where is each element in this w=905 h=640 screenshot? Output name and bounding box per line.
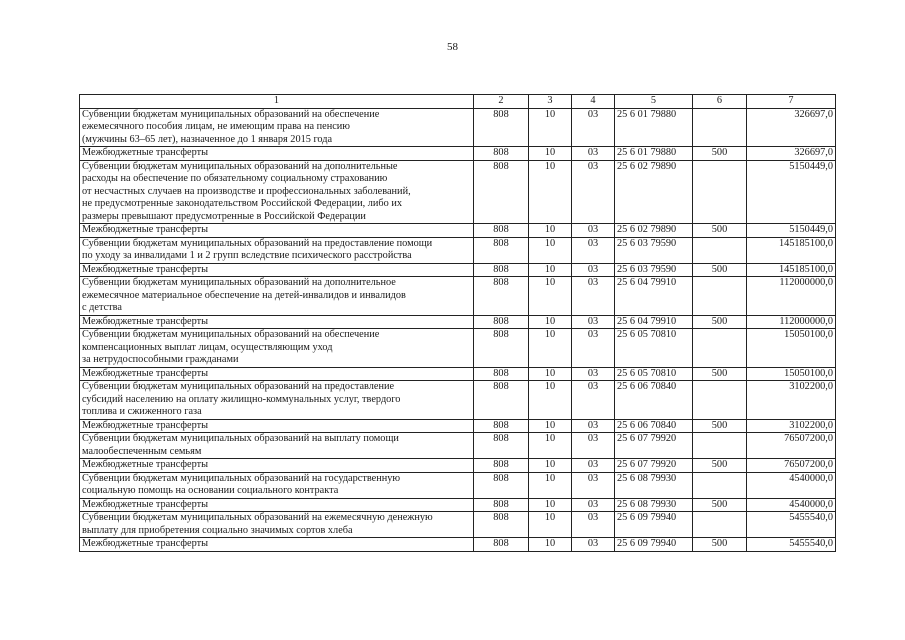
amount: 5150449,0: [747, 224, 836, 238]
item-name: Межбюджетные трансферты: [80, 224, 474, 238]
code-ministry: 808: [474, 160, 529, 224]
column-header: 1: [80, 95, 474, 109]
code-expense-type: [693, 472, 747, 498]
code-expense-type: 500: [693, 459, 747, 473]
page-number: 58: [447, 41, 458, 53]
code-section: 10: [529, 160, 572, 224]
code-expense-type: [693, 512, 747, 538]
table-row: [80, 381, 836, 420]
amount: 326697,0: [747, 108, 836, 147]
code-expense-type: 500: [693, 147, 747, 161]
code-target-article: 25 6 02 79890: [615, 160, 693, 224]
table-header-row: [80, 95, 836, 109]
code-section: 10: [529, 459, 572, 473]
amount: 145185100,0: [747, 237, 836, 263]
code-subsection: 03: [572, 315, 615, 329]
code-section: 10: [529, 237, 572, 263]
column-header: 4: [572, 95, 615, 109]
item-name: Субвенции бюджетам муниципальных образований на обеспечение ежемесячного пособия лицам, не имеющим права на пенсию (мужчины 63–65 лет), назначенное до 1 января 2015 года: [80, 108, 474, 147]
code-expense-type: 500: [693, 538, 747, 552]
code-subsection: 03: [572, 329, 615, 368]
code-subsection: 03: [572, 367, 615, 381]
code-subsection: 03: [572, 147, 615, 161]
table-row: [80, 224, 836, 238]
item-name: Межбюджетные трансферты: [80, 419, 474, 433]
code-expense-type: [693, 381, 747, 420]
amount: 112000000,0: [747, 315, 836, 329]
code-target-article: 25 6 05 70810: [615, 367, 693, 381]
code-ministry: 808: [474, 472, 529, 498]
code-target-article: 25 6 05 70810: [615, 329, 693, 368]
column-header: 3: [529, 95, 572, 109]
amount: 145185100,0: [747, 263, 836, 277]
amount: 76507200,0: [747, 433, 836, 459]
code-ministry: 808: [474, 224, 529, 238]
code-target-article: 25 6 07 79920: [615, 433, 693, 459]
amount: 3102200,0: [747, 381, 836, 420]
code-subsection: 03: [572, 459, 615, 473]
code-section: 10: [529, 224, 572, 238]
item-name: Межбюджетные трансферты: [80, 498, 474, 512]
amount: 76507200,0: [747, 459, 836, 473]
code-target-article: 25 6 06 70840: [615, 381, 693, 420]
code-subsection: 03: [572, 160, 615, 224]
code-ministry: 808: [474, 419, 529, 433]
table-row: [80, 472, 836, 498]
code-expense-type: [693, 108, 747, 147]
code-ministry: 808: [474, 108, 529, 147]
table-row: [80, 263, 836, 277]
code-target-article: 25 6 01 79880: [615, 108, 693, 147]
code-expense-type: 500: [693, 367, 747, 381]
amount: 5150449,0: [747, 160, 836, 224]
item-name: Субвенции бюджетам муниципальных образований на выплату помощи малообеспеченным семьям: [80, 433, 474, 459]
amount: 5455540,0: [747, 538, 836, 552]
code-target-article: 25 6 03 79590: [615, 237, 693, 263]
code-section: 10: [529, 263, 572, 277]
code-expense-type: 500: [693, 263, 747, 277]
code-ministry: 808: [474, 263, 529, 277]
code-target-article: 25 6 04 79910: [615, 315, 693, 329]
code-expense-type: 500: [693, 315, 747, 329]
table-row: [80, 277, 836, 316]
code-subsection: 03: [572, 512, 615, 538]
amount: 326697,0: [747, 147, 836, 161]
code-section: 10: [529, 498, 572, 512]
code-ministry: 808: [474, 459, 529, 473]
item-name: Субвенции бюджетам муниципальных образований на государственную социальную помощь на основании социального контракта: [80, 472, 474, 498]
column-header: 7: [747, 95, 836, 109]
code-section: 10: [529, 277, 572, 316]
code-subsection: 03: [572, 433, 615, 459]
code-ministry: 808: [474, 433, 529, 459]
code-section: 10: [529, 472, 572, 498]
table-row: [80, 538, 836, 552]
code-target-article: 25 6 08 79930: [615, 498, 693, 512]
amount: 112000000,0: [747, 277, 836, 316]
code-expense-type: [693, 160, 747, 224]
item-name: Субвенции бюджетам муниципальных образований на обеспечение компенсационных выплат лицам, осуществляющим уход за нетрудоспособными гражданами: [80, 329, 474, 368]
code-target-article: 25 6 04 79910: [615, 277, 693, 316]
column-header: 2: [474, 95, 529, 109]
table-body: [80, 108, 836, 551]
code-target-article: 25 6 07 79920: [615, 459, 693, 473]
table-row: [80, 512, 836, 538]
amount: 3102200,0: [747, 419, 836, 433]
code-section: 10: [529, 419, 572, 433]
code-target-article: 25 6 08 79930: [615, 472, 693, 498]
code-target-article: 25 6 02 79890: [615, 224, 693, 238]
code-expense-type: 500: [693, 498, 747, 512]
code-subsection: 03: [572, 419, 615, 433]
code-subsection: 03: [572, 108, 615, 147]
code-subsection: 03: [572, 277, 615, 316]
code-subsection: 03: [572, 237, 615, 263]
code-subsection: 03: [572, 538, 615, 552]
code-target-article: 25 6 09 79940: [615, 538, 693, 552]
code-subsection: 03: [572, 224, 615, 238]
table-row: [80, 459, 836, 473]
code-ministry: 808: [474, 277, 529, 316]
table-row: [80, 498, 836, 512]
code-section: 10: [529, 367, 572, 381]
amount: 4540000,0: [747, 498, 836, 512]
code-ministry: 808: [474, 237, 529, 263]
code-expense-type: [693, 237, 747, 263]
amount: 15050100,0: [747, 367, 836, 381]
code-target-article: 25 6 03 79590: [615, 263, 693, 277]
table-row: [80, 147, 836, 161]
item-name: Межбюджетные трансферты: [80, 367, 474, 381]
code-subsection: 03: [572, 263, 615, 277]
code-section: 10: [529, 329, 572, 368]
code-section: 10: [529, 538, 572, 552]
code-expense-type: [693, 433, 747, 459]
code-target-article: 25 6 09 79940: [615, 512, 693, 538]
code-subsection: 03: [572, 381, 615, 420]
budget-table: [79, 94, 836, 552]
code-target-article: 25 6 06 70840: [615, 419, 693, 433]
item-name: Межбюджетные трансферты: [80, 459, 474, 473]
code-expense-type: [693, 329, 747, 368]
code-ministry: 808: [474, 512, 529, 538]
code-section: 10: [529, 315, 572, 329]
amount: 15050100,0: [747, 329, 836, 368]
table-row: [80, 160, 836, 224]
item-name: Межбюджетные трансферты: [80, 315, 474, 329]
table-row: [80, 433, 836, 459]
item-name: Межбюджетные трансферты: [80, 263, 474, 277]
item-name: Субвенции бюджетам муниципальных образований на дополнительные расходы на обеспечение по обязательному социальному страхованию от несчастных случаев на производстве и профессиональных заболеваний, не предусмотренные законодательством Российской Федерации, либо их размеры превышают предусмотренные в Российской Федерации: [80, 160, 474, 224]
table-row: [80, 419, 836, 433]
item-name: Межбюджетные трансферты: [80, 538, 474, 552]
code-expense-type: 500: [693, 419, 747, 433]
code-expense-type: 500: [693, 224, 747, 238]
amount: 5455540,0: [747, 512, 836, 538]
table-row: [80, 367, 836, 381]
table-row: [80, 237, 836, 263]
table-row: [80, 329, 836, 368]
table-row: [80, 315, 836, 329]
code-ministry: 808: [474, 147, 529, 161]
amount: 4540000,0: [747, 472, 836, 498]
code-section: 10: [529, 433, 572, 459]
item-name: Субвенции бюджетам муниципальных образований на предоставление субсидий населению на оплату жилищно-коммунальных услуг, твердого топлива и сжиженного газа: [80, 381, 474, 420]
code-target-article: 25 6 01 79880: [615, 147, 693, 161]
code-section: 10: [529, 108, 572, 147]
item-name: Субвенции бюджетам муниципальных образований на дополнительное ежемесячное материальное обеспечение на детей-инвалидов и инвалидов с детства: [80, 277, 474, 316]
code-ministry: 808: [474, 315, 529, 329]
code-section: 10: [529, 512, 572, 538]
column-header: 5: [615, 95, 693, 109]
code-ministry: 808: [474, 381, 529, 420]
code-ministry: 808: [474, 498, 529, 512]
code-ministry: 808: [474, 538, 529, 552]
item-name: Субвенции бюджетам муниципальных образований на предоставление помощи по уходу за инвалидами 1 и 2 групп вследствие психического расстройства: [80, 237, 474, 263]
code-subsection: 03: [572, 498, 615, 512]
code-expense-type: [693, 277, 747, 316]
code-subsection: 03: [572, 472, 615, 498]
code-section: 10: [529, 147, 572, 161]
code-ministry: 808: [474, 329, 529, 368]
item-name: Межбюджетные трансферты: [80, 147, 474, 161]
code-ministry: 808: [474, 367, 529, 381]
code-section: 10: [529, 381, 572, 420]
column-header: 6: [693, 95, 747, 109]
item-name: Субвенции бюджетам муниципальных образований на ежемесячную денежную выплату для приобретения социально значимых сортов хлеба: [80, 512, 474, 538]
table-row: [80, 108, 836, 147]
